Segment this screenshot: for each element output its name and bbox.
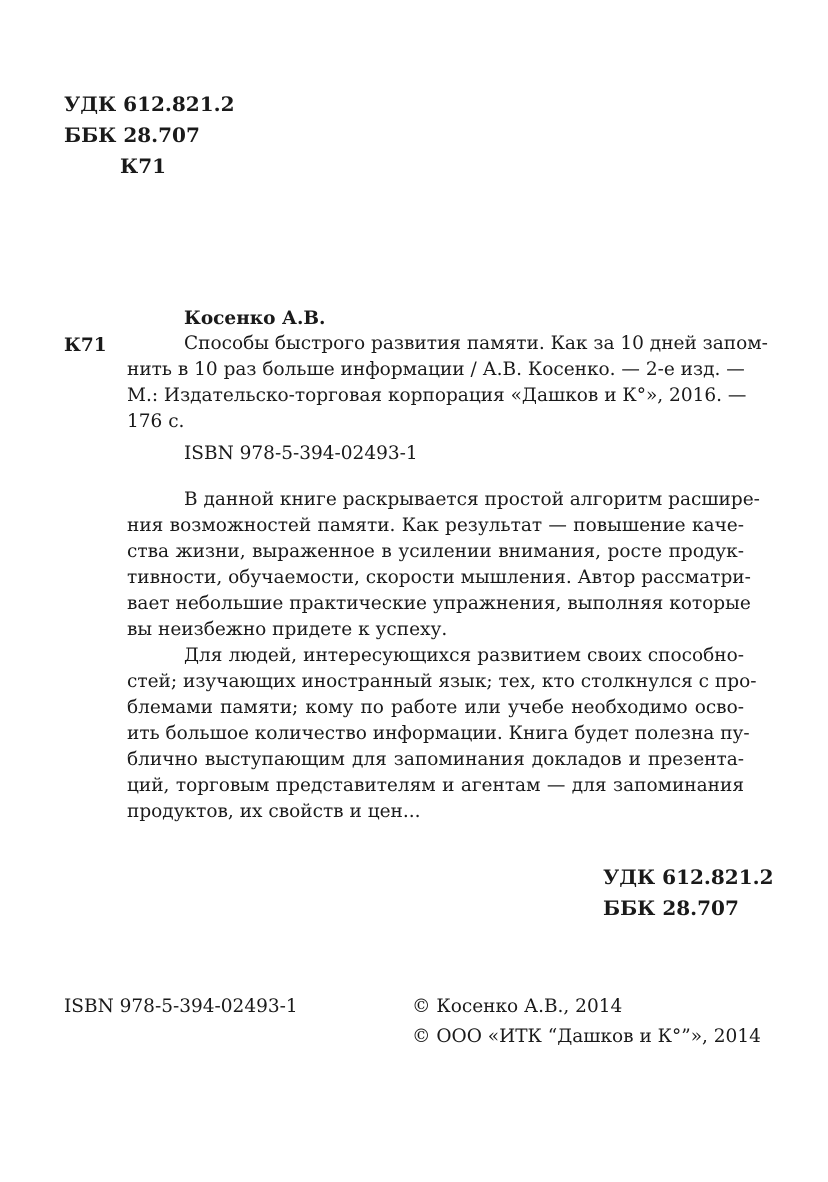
annotation-line: Для людей, интересующихся развитием своих способно- [184, 645, 744, 666]
udk-code: УДК 612.821.2 [64, 92, 235, 116]
annotation-line: ций, торговым представителям и агентам — для запоминания [127, 775, 744, 796]
annotation-line: вает небольшие практические упражнения, выполняя которые [127, 593, 751, 614]
isbn-line: ISBN 978-5-394-02493-1 [184, 443, 418, 464]
bottom-codes [603, 862, 774, 924]
bbk-code-bottom: ББК 28.707 [603, 896, 739, 920]
bibliographic-description [127, 331, 768, 435]
bib-line: Способы быстрого развития памяти. Как за 10 дней запом- [184, 333, 768, 354]
annotation-line: тивности, обучаемости, скорости мышления. Автор рассматри- [127, 567, 751, 588]
annotation-line: продуктов, их свойств и цен... [127, 801, 421, 822]
annotation-line: ния возможностей памяти. Как результат — повышение каче- [127, 515, 744, 536]
udk-code-bottom: УДК 612.821.2 [603, 865, 774, 889]
annotation-line: ить большое количество информации. Книга будет полезна пу- [127, 723, 750, 744]
annotation-line: ства жизни, выраженное в усилении внимания, росте продук- [127, 541, 744, 562]
bib-line: 176 с. [127, 411, 185, 432]
copyright-publisher: © ООО «ИТК “Дашков и К°”», 2014 [412, 1026, 761, 1047]
annotation-line: В данной книге раскрывается простой алгоритм расшире- [184, 489, 760, 510]
bib-line: М.: Издательско-торговая корпорация «Дашков и К°», 2016. — [127, 385, 747, 406]
top-codes [64, 89, 235, 182]
bib-line: нить в 10 раз больше информации / А.В. Косенко. — 2-е изд. — [127, 359, 745, 380]
bbk-code: ББК 28.707 [64, 123, 200, 147]
annotation-line: блемами памяти; кому по работе или учебе необходимо осво- [127, 697, 744, 718]
annotation-line: вы неизбежно придете к успеху. [127, 619, 448, 640]
footer-isbn: ISBN 978-5-394-02493-1 [64, 996, 298, 1017]
author-mark: К71 [120, 154, 167, 178]
annotation-line: стей; изучающих иностранный язык; тех, кто столкнулся с про- [127, 671, 757, 692]
side-author-mark: К71 [64, 335, 107, 356]
annotation [127, 487, 760, 825]
annotation-line: блично выступающим для запоминания докладов и презента- [127, 749, 744, 770]
author-name: Косенко А.В. [184, 308, 326, 329]
copyright-author: © Косенко А.В., 2014 [412, 996, 623, 1017]
footer-copyrights [412, 994, 761, 1050]
